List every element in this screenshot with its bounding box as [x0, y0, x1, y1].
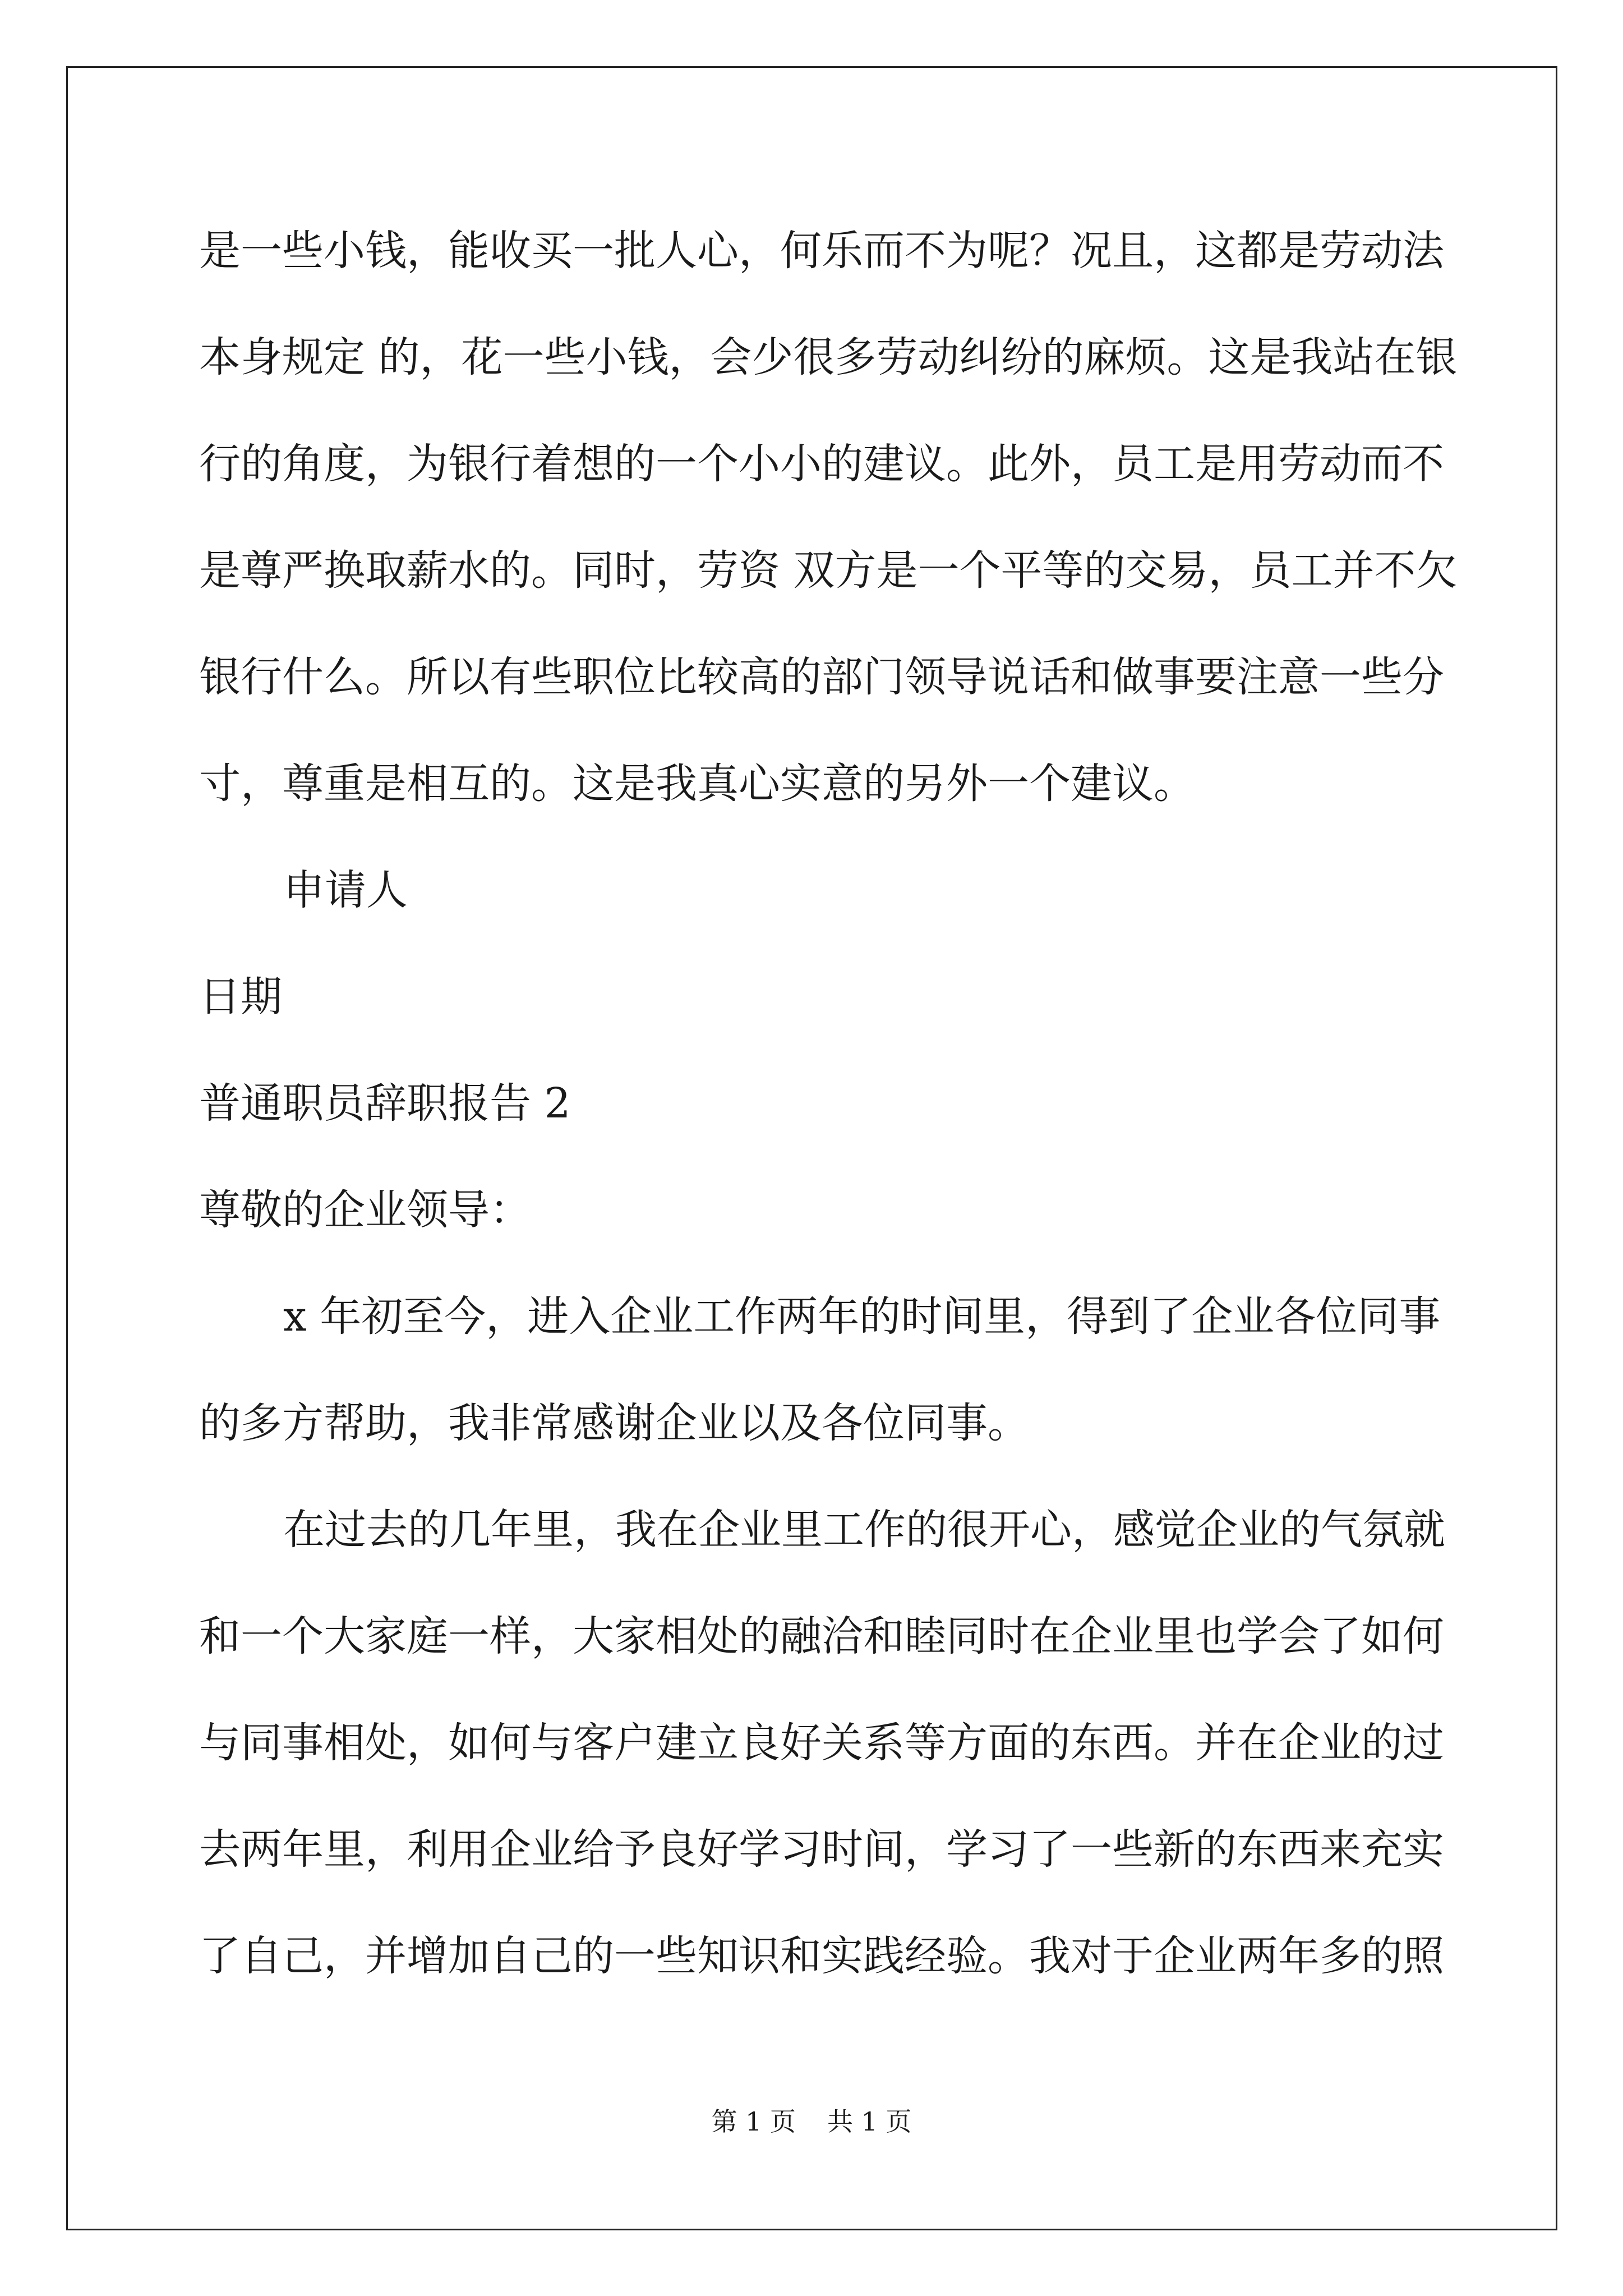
- salutation: 尊敬的企业领导：: [199, 1186, 531, 1234]
- paragraph-line: 行的角度，为银行着想的一个小小的建议。此外，员工是用劳动而不: [199, 440, 1444, 488]
- paragraph-line: 是一些小钱，能收买一批人心，何乐而不为呢？况且，这都是劳动法: [199, 227, 1444, 275]
- applicant-label: 申请人: [283, 866, 408, 914]
- paragraph-1: [199, 208, 1458, 847]
- paragraph-line: 的多方帮助，我非常感谢企业以及各位同事。: [199, 1399, 1029, 1447]
- paragraph-line: x 年初至今，进入企业工作两年的时间里，得到了企业各位同事: [283, 1292, 1441, 1341]
- paragraph-line: 银行什么。所以有些职位比较高的部门领导说话和做事要注意一些分: [199, 653, 1444, 701]
- page-number-current: 第 1 页: [711, 2106, 796, 2137]
- paragraph-line: 和一个大家庭一样，大家相处的融洽和睦同时在企业里也学会了如何: [199, 1612, 1444, 1660]
- paragraph-3: [199, 1487, 1445, 2019]
- page-number-total: 共 1 页: [827, 2106, 912, 2137]
- paragraph-line: 了自己，并增加自己的一些知识和实践经验。我对于企业两年多的照: [199, 1932, 1444, 1980]
- paragraph-line: 与同事相处，如何与客户建立良好关系等方面的东西。并在企业的过: [199, 1719, 1444, 1767]
- paragraph-line: 是尊严换取薪水的。同时，劳资 双方是一个平等的交易，员工并不欠: [199, 546, 1458, 595]
- report-title: 普通职员辞职报告 2: [199, 1079, 571, 1128]
- date-label: 日期: [199, 973, 282, 1021]
- paragraph-line: 去两年里，利用企业给予良好学习时间，学习了一些新的东西来充实: [199, 1825, 1444, 1874]
- page-footer: [0, 2105, 1623, 2138]
- paragraph-2: [199, 1273, 1441, 1487]
- paragraph-line: 本身规定 的，花一些小钱，会少很多劳动纠纷的麻烦。这是我站在银: [199, 333, 1458, 381]
- paragraph-line: 寸，尊重是相互的。这是我真心实意的另外一个建议。: [199, 760, 1195, 808]
- paragraph-line: 在过去的几年里，我在企业里工作的很开心，感觉企业的气氛就: [283, 1506, 1445, 1554]
- document-body: [199, 208, 1458, 2019]
